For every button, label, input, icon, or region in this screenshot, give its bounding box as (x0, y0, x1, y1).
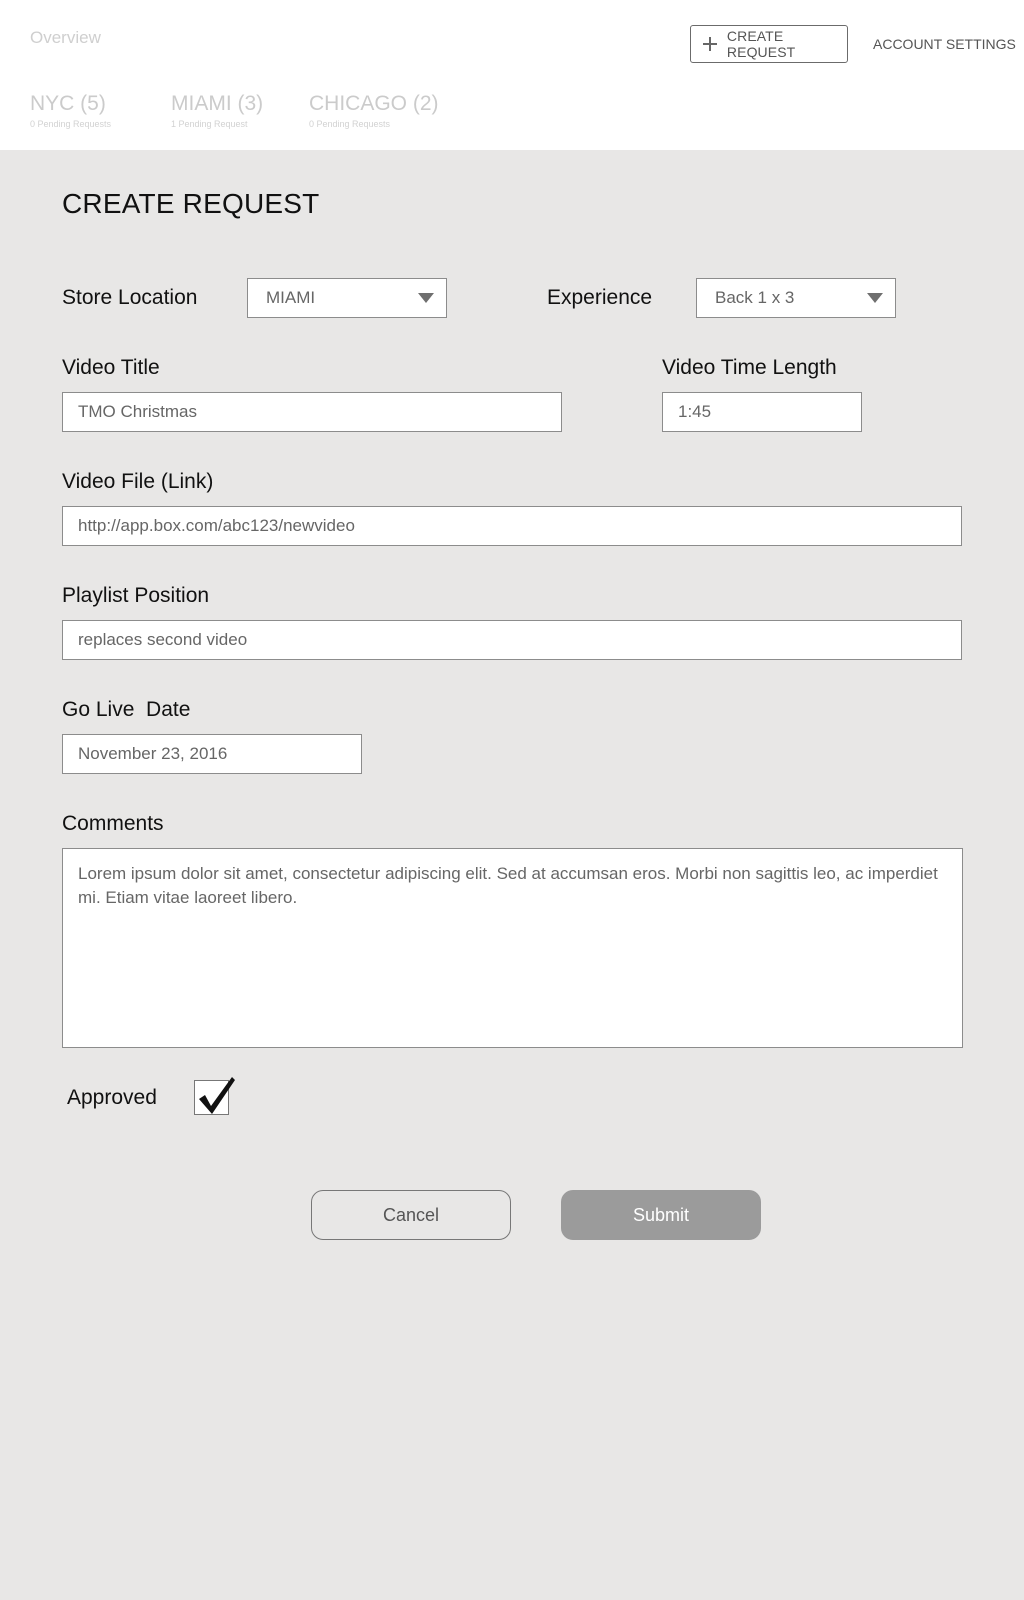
go-live-date-label: Go Live Date (62, 698, 191, 721)
video-time-length-label: Video Time Length (662, 356, 837, 379)
video-file-input[interactable]: http://app.box.com/abc123/newvideo (62, 506, 962, 546)
comments-textarea[interactable]: Lorem ipsum dolor sit amet, consectetur adipiscing elit. Sed at accumsan eros. Morbi non sagittis leo, ac imperdiet mi. Etiam vitae laoreet libero. (62, 848, 963, 1048)
create-request-button-label: CREATE REQUEST (726, 28, 796, 60)
page-title: CREATE REQUEST (62, 188, 320, 219)
video-title-label: Video Title (62, 356, 160, 379)
playlist-position-input[interactable]: replaces second video (62, 620, 962, 660)
location-tab-chicago[interactable] (309, 92, 439, 129)
video-file-label: Video File (Link) (62, 470, 214, 493)
playlist-position-label: Playlist Position (62, 584, 210, 607)
store-location-label: Store Location (62, 286, 198, 309)
top-navigation (0, 0, 1024, 150)
create-request-button[interactable] (690, 25, 848, 63)
account-settings-link[interactable]: ACCOUNT SETTINGS (873, 36, 1016, 52)
go-live-date-input[interactable]: November 23, 2016 (62, 734, 362, 774)
cancel-button[interactable]: Cancel (311, 1190, 511, 1240)
comments-label: Comments (62, 812, 164, 835)
experience-label: Experience (547, 286, 653, 309)
submit-button[interactable]: Submit (561, 1190, 761, 1240)
location-tab-pending: 0 Pending Requests (30, 119, 112, 129)
video-time-length-input[interactable]: 1:45 (662, 392, 862, 432)
store-location-value: MIAMI (266, 288, 316, 307)
chevron-down-icon (418, 293, 434, 303)
experience-select[interactable] (696, 278, 896, 318)
location-tab-miami[interactable] (171, 92, 263, 129)
overview-link[interactable]: Overview (30, 28, 101, 47)
location-tab-pending: 1 Pending Request (171, 119, 248, 129)
location-tab-pending: 0 Pending Requests (309, 119, 391, 129)
location-tab-name: NYC (5) (30, 92, 106, 115)
plus-icon (702, 36, 717, 52)
location-tab-name: CHICAGO (2) (309, 92, 439, 115)
location-tab-nyc[interactable] (30, 92, 111, 129)
video-title-input[interactable]: TMO Christmas (62, 392, 562, 432)
store-location-select[interactable] (247, 278, 447, 318)
location-tab-name: MIAMI (3) (171, 92, 264, 115)
checkmark-icon (196, 1069, 236, 1117)
experience-value: Back 1 x 3 (715, 288, 795, 307)
approved-label: Approved (67, 1086, 157, 1109)
approved-checkbox[interactable] (194, 1080, 229, 1115)
chevron-down-icon (867, 293, 883, 303)
